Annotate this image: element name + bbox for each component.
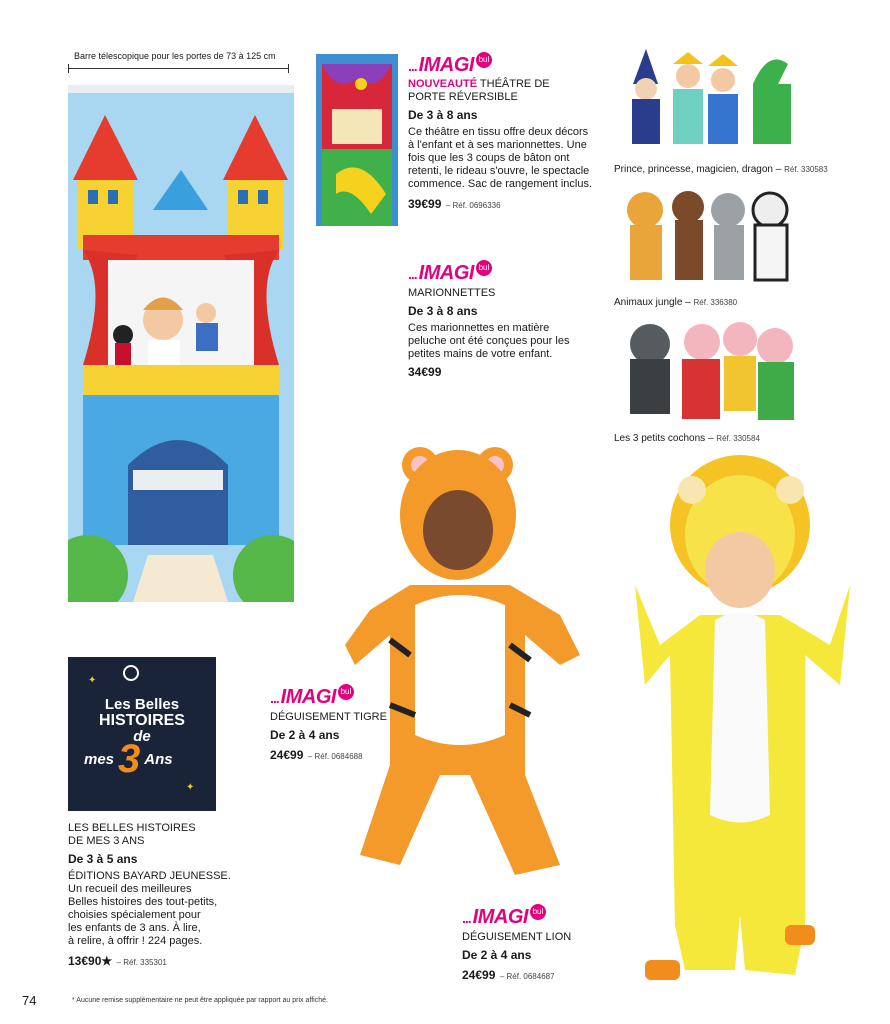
lion-product	[462, 906, 602, 984]
bar-line	[68, 68, 288, 69]
book-desc-2: Un recueil des meilleures	[68, 883, 192, 895]
puppets-price: 34€99	[408, 365, 442, 379]
puppets-desc-1: Ces marionnettes en matière	[408, 322, 550, 334]
lion-title: DÉGUISEMENT LION	[462, 931, 572, 943]
book-cover-line5: Ans	[144, 750, 173, 768]
puppets-jungle-image	[620, 185, 800, 285]
lion-costume-image	[630, 455, 860, 1000]
tiger-price: 24€99	[270, 748, 304, 762]
imagi-logo: ... IMAGI bul	[270, 686, 410, 709]
moon-icon	[123, 665, 139, 681]
puppets-age: De 3 à 8 ans	[408, 304, 478, 318]
book-title-1: LES BELLES HISTOIRES	[68, 822, 196, 834]
footnote: * Aucune remise supplémentaire ne peut être appliquée par rapport au prix affiché.	[72, 997, 328, 1004]
new-badge: NOUVEAUTÉ	[408, 78, 478, 90]
puppets-product	[408, 262, 588, 379]
theatre-age: De 3 à 8 ans	[408, 108, 478, 122]
star-icon: ✦	[88, 675, 97, 686]
puppets-desc-3: petites mains de votre enfant.	[408, 348, 553, 360]
book-cover-line2: HISTOIRES	[99, 712, 185, 729]
puppets-royal-caption: Prince, princesse, magicien, dragon – Réf. 330583	[614, 164, 828, 175]
castle-theatre-image	[68, 85, 294, 602]
reversible-theatre-image	[316, 54, 398, 226]
tiger-title: DÉGUISEMENT TIGRE	[270, 711, 387, 723]
book-cover	[68, 657, 216, 811]
theatre-desc-2: à l'enfant et à ses marionnettes. Une	[408, 139, 587, 151]
book-desc-5: les enfants de 3 ans. À lire,	[68, 922, 201, 934]
tiger-product	[270, 686, 410, 764]
puppets-title: MARIONNETTES	[408, 287, 496, 299]
page-number: 74	[22, 993, 37, 1008]
puppets-jungle-caption: Animaux jungle – Réf. 336380	[614, 297, 738, 308]
book-product	[68, 822, 248, 970]
theatre-desc-1: Ce théâtre en tissu offre deux décors	[408, 126, 589, 138]
book-price: 13€90★	[68, 954, 113, 968]
imagi-logo: ... IMAGI bul	[462, 906, 602, 929]
bar-tick-right	[288, 64, 289, 73]
theatre-ref: – Réf. 0696336	[445, 201, 501, 210]
lion-price: 24€99	[462, 968, 496, 982]
book-cover-line3: de	[133, 728, 151, 745]
tiger-ref: – Réf. 0684688	[307, 752, 363, 761]
book-title-2: DE MES 3 ANS	[68, 835, 145, 847]
puppets-royal-image	[618, 44, 806, 148]
theatre-title-1: THÉÂTRE DE	[479, 78, 550, 90]
book-cover-number: 3	[118, 737, 141, 781]
bar-tick-left	[68, 64, 69, 73]
puppets-desc-2: peluche ont été conçues pour les	[408, 335, 570, 347]
book-desc-6: à relire, à offrir ! 224 pages.	[68, 935, 203, 947]
lion-ref: – Réf. 0684687	[499, 972, 555, 981]
theatre-title-2: PORTE RÉVERSIBLE	[408, 91, 518, 103]
puppets-pigs-image	[620, 314, 810, 424]
imagi-logo: ... IMAGI bul	[408, 262, 588, 285]
theatre-desc-4: retenti, le rideau s'ouvre, le spectacle	[408, 165, 590, 177]
book-cover-line1: Les Belles	[104, 696, 180, 713]
imagi-logo: ... IMAGI bul	[408, 54, 598, 77]
book-ref: – Réf. 335301	[116, 958, 167, 967]
book-desc-3: Belles histoires des tout-petits,	[68, 896, 218, 908]
star-icon: ✦	[186, 782, 195, 793]
book-age: De 3 à 5 ans	[68, 852, 138, 866]
book-desc-1: ÉDITIONS BAYARD JEUNESSE.	[68, 870, 231, 882]
lion-age: De 2 à 4 ans	[462, 948, 532, 962]
theatre-desc-5: commence. Sac de rangement inclus.	[408, 178, 593, 190]
book-desc-4: choisies spécialement pour	[68, 909, 201, 921]
book-cover-line4: mes	[84, 750, 115, 768]
puppets-pigs-caption: Les 3 petits cochons – Réf. 330584	[614, 433, 760, 444]
theatre-desc-3: fois que les 3 coups de bâton ont	[408, 152, 570, 164]
tiger-age: De 2 à 4 ans	[270, 728, 340, 742]
theatre-price: 39€99	[408, 197, 442, 211]
bar-caption: Barre télescopique pour les portes de 73 à 125 cm	[74, 51, 276, 61]
theatre-product	[408, 54, 598, 213]
